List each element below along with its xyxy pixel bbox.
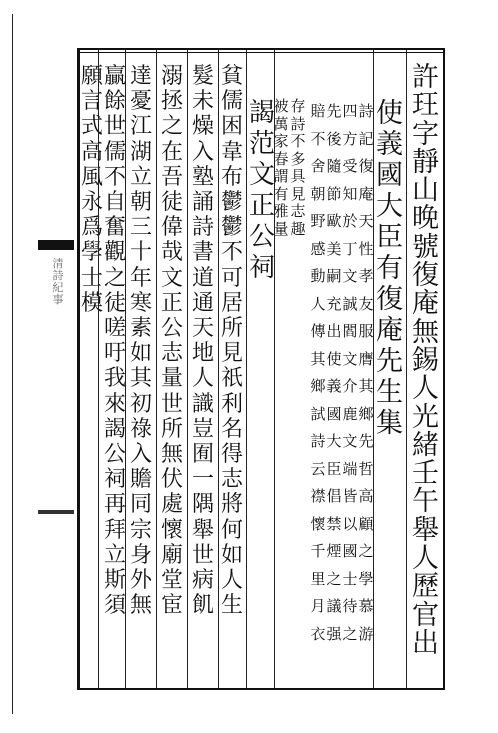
page-edge-line — [12, 14, 21, 714]
column-rule — [406, 50, 407, 688]
poem-title: 謁范文正公祠 — [249, 98, 276, 283]
column-rule — [98, 50, 99, 688]
column-rule — [246, 50, 247, 688]
spine-title: 清詩紀事 — [52, 257, 64, 306]
column-rule — [373, 50, 374, 688]
note-column-1: 詩記復庵天性孝友服膺其鄉先哲高顧之學慕游 — [358, 102, 374, 643]
text-column-2: 使義國大臣有復庵先生集 — [376, 98, 403, 439]
text-column-8: 贏餘世儒不自奮觀之徒嗟吁我來謁公祠再拜立斯須 — [103, 64, 126, 619]
text-column-4: 貧儒困韋布鬱鬱不可居所見祇利名得志將何如人生 — [220, 64, 243, 619]
column-rule — [187, 50, 188, 688]
column-rule — [156, 50, 157, 688]
frame-inner-rule — [78, 52, 445, 53]
text-column-6: 溺拯之在吾徒偉哉文正公志量世所無伏處懷廟堂宦 — [160, 64, 183, 619]
spine-lower-mark — [38, 510, 74, 514]
column-rule — [218, 50, 219, 688]
note-column-2: 四方受知於丁文誠閻文介鹿文端皆以國士待之 — [342, 102, 358, 643]
column-rule — [274, 50, 275, 688]
text-column-7: 達憂江湖立朝三十年寒素如其初祿入贍同宗身外無 — [129, 64, 152, 619]
text-column-1: 許玨字靜山晚號復庵無錫人光緒壬午舉人歷官出 — [412, 62, 439, 659]
fish-tail-mark — [38, 240, 74, 250]
column-rule — [125, 50, 126, 688]
note-column-5: 存詩不多具見志趣 — [290, 97, 306, 238]
note-column-4: 賠不舍朝野感動人傳其鄉試詩云襟懷千里月衣 — [310, 102, 326, 643]
text-column-9: 願言式高風永爲學士模 — [80, 64, 103, 316]
page-spine — [36, 48, 78, 690]
text-column-5: 髮未燥入塾誦詩書道通天地人識豈囿一隅舉世病飢 — [191, 64, 214, 619]
note-column-6: 被萬家春謂有雅量 — [273, 97, 289, 238]
note-column-3: 先後隨節歐美嗣充出使義國大臣倡禁煙之議强 — [326, 102, 342, 643]
